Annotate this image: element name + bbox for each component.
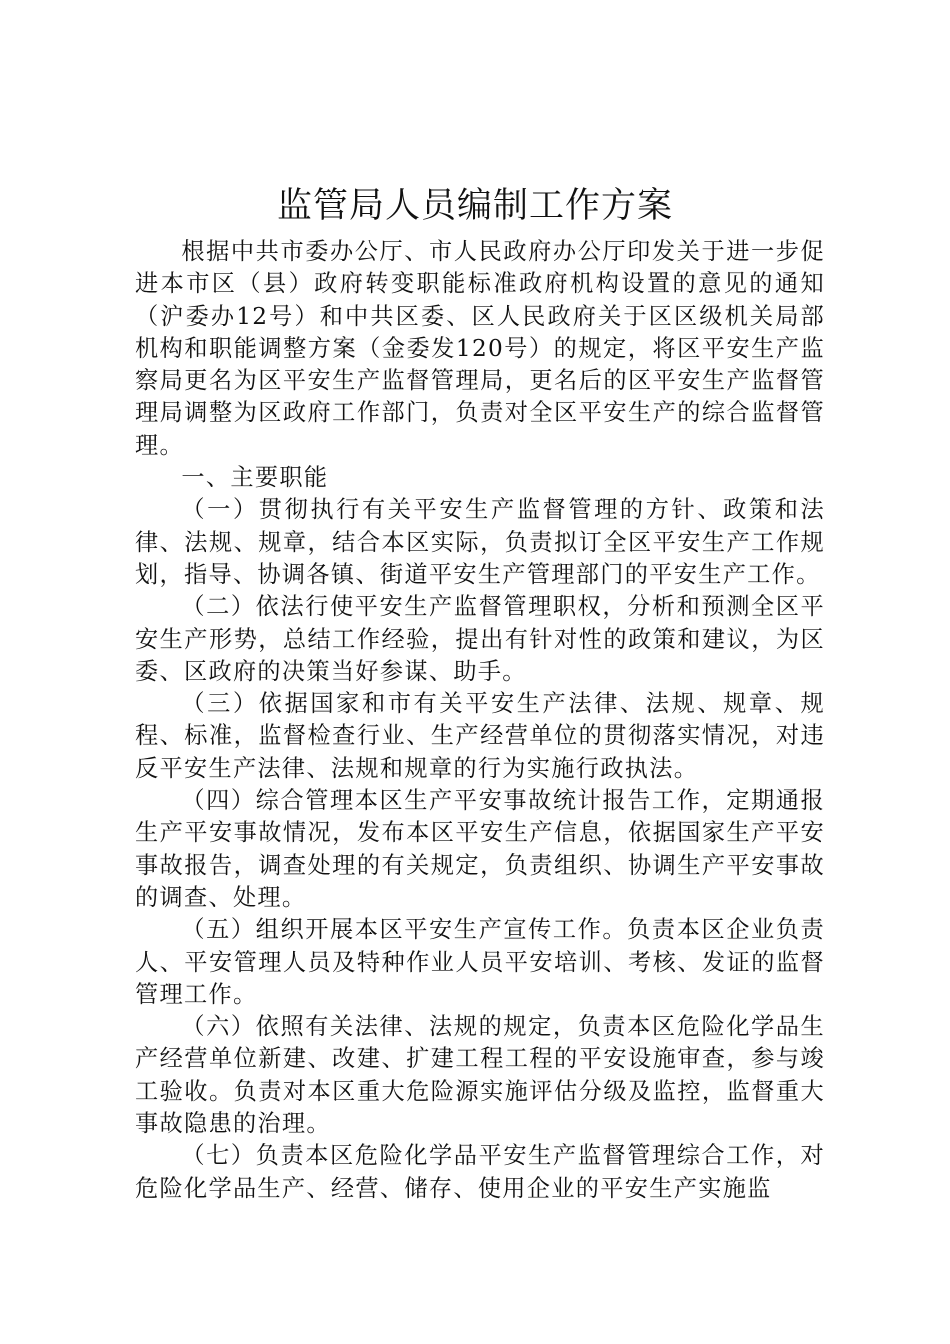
function-item-2: （二）依法行使平安生产监督管理职权，分析和预测全区平安生产形势，总结工作经验，提出有针对性的政策和建议，为区委、区政府的决策当好参谋、助手。 — [135, 593, 825, 685]
function-item-1: （一）贯彻执行有关平安生产监督管理的方针、政策和法律、法规、规章，结合本区实际，负责拟订全区平安生产工作规划，指导、协调各镇、街道平安生产管理部门的平安生产工作。 — [135, 496, 825, 588]
section-heading: 一、主要职能 — [181, 464, 329, 492]
function-item-7: （七）负责本区危险化学品平安生产监督管理综合工作，对危险化学品生产、经营、储存、使用企业的平安生产实施监 — [135, 1142, 825, 1202]
intro-paragraph: 根据中共市委办公厅、市人民政府办公厅印发关于进一步促进本市区（县）政府转变职能标准政府机构设置的意见的通知（沪委办12号）和中共区委、区人民政府关于区区级机关局部机构和职能调整方案（金委发120号）的规定，将区平安生产监察局更名为区平安生产监督管理局，更名后的区平安生产监督管理局调整为区政府工作部门，负责对全区平安生产的综合监督管理。 — [135, 238, 825, 459]
function-item-5: （五）组织开展本区平安生产宣传工作。负责本区企业负责人、平安管理人员及特种作业人员平安培训、考核、发证的监督管理工作。 — [135, 916, 825, 1008]
function-item-3: （三）依据国家和市有关平安生产法律、法规、规章、规程、标准，监督检查行业、生产经营单位的贯彻落实情况，对违反平安生产法律、法规和规章的行为实施行政执法。 — [135, 690, 825, 782]
document-title: 监管局人员编制工作方案 — [276, 186, 673, 226]
document-body — [135, 236, 825, 1205]
function-item-4: （四）综合管理本区生产平安事故统计报告工作，定期通报生产平安事故情况，发布本区平安生产信息，依据国家生产平安事故报告，调查处理的有关规定，负责组织、协调生产平安事故的调查、处理。 — [135, 787, 825, 911]
function-item-6: （六）依照有关法律、法规的规定，负责本区危险化学品生产经营单位新建、改建、扩建工程工程的平安设施审查，参与竣工验收。负责对本区重大危险源实施评估分级及监控，监督重大事故隐患的治理。 — [135, 1013, 825, 1138]
